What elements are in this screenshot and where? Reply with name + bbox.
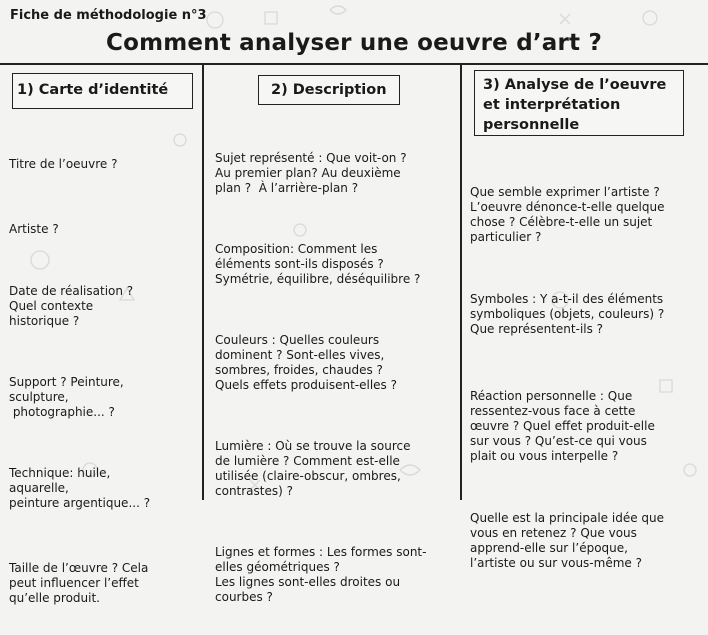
list-item: Que semble exprimer l’artiste ? L’oeuvre dénonce-t-elle quelque chose ? Célèbre-t-elle un sujet particulier ? <box>470 185 665 244</box>
heading-carte-identite: 1) Carte d’identité <box>12 73 193 109</box>
list-item: Titre de l’oeuvre ? <box>9 157 118 171</box>
worksheet-number: Fiche de méthodologie n°3 <box>10 8 207 23</box>
list-item: Support ? Peinture, sculpture, photographie... ? <box>9 375 124 419</box>
column-divider-2 <box>460 63 462 500</box>
list-item: Artiste ? <box>9 222 59 236</box>
list-item: Date de réalisation ? Quel contexte historique ? <box>9 284 134 328</box>
heading-description: 2) Description <box>258 75 400 105</box>
heading-analyse: 3) Analyse de l’oeuvre et interprétation personnelle <box>474 70 684 136</box>
column-description <box>215 121 426 634</box>
list-item: Couleurs : Quelles couleurs dominent ? Sont-elles vives, sombres, froides, chaudes ? Quels effets produisent-elles ? <box>215 333 397 392</box>
header-divider <box>0 63 708 65</box>
list-item: Taille de l’œuvre ? Cela peut influencer l’effet qu’elle produit. <box>9 561 149 605</box>
column-carte-identite <box>9 127 150 635</box>
list-item: Technique: huile, aquarelle, peinture argentique... ? <box>9 466 151 510</box>
list-item: Sujet représenté : Que voit-on ? Au premier plan? Au deuxième plan ? À l’arrière-plan ? <box>215 151 407 195</box>
column-divider-1 <box>202 63 204 500</box>
list-item: Lumière : Où se trouve la source de lumière ? Comment est-elle utilisée (claire-obscur, ombres, contrastes) ? <box>215 439 411 498</box>
column-analyse <box>470 155 665 600</box>
list-item: Lignes et formes : Les formes sont- elles géométriques ? Les lignes sont-elles droites ou courbes ? <box>215 545 427 604</box>
list-item: Réaction personnelle : Que ressentez-vous face à cette œuvre ? Quel effet produit-elle sur vous ? Qu’est-ce qui vous plait ou vous interpelle ? <box>470 389 655 463</box>
list-item: Quelle est la principale idée que vous en retenez ? Que vous apprend-elle sur l’époque, l’artiste ou sur vous-même ? <box>470 511 665 570</box>
page-title: Comment analyser une oeuvre d’art ? <box>106 30 602 56</box>
list-item: Symboles : Y a-t-il des éléments symboliques (objets, couleurs) ? Que représentent-ils ? <box>470 292 665 336</box>
list-item: Composition: Comment les éléments sont-ils disposés ? Symétrie, équilibre, déséquilibre ? <box>215 242 421 286</box>
